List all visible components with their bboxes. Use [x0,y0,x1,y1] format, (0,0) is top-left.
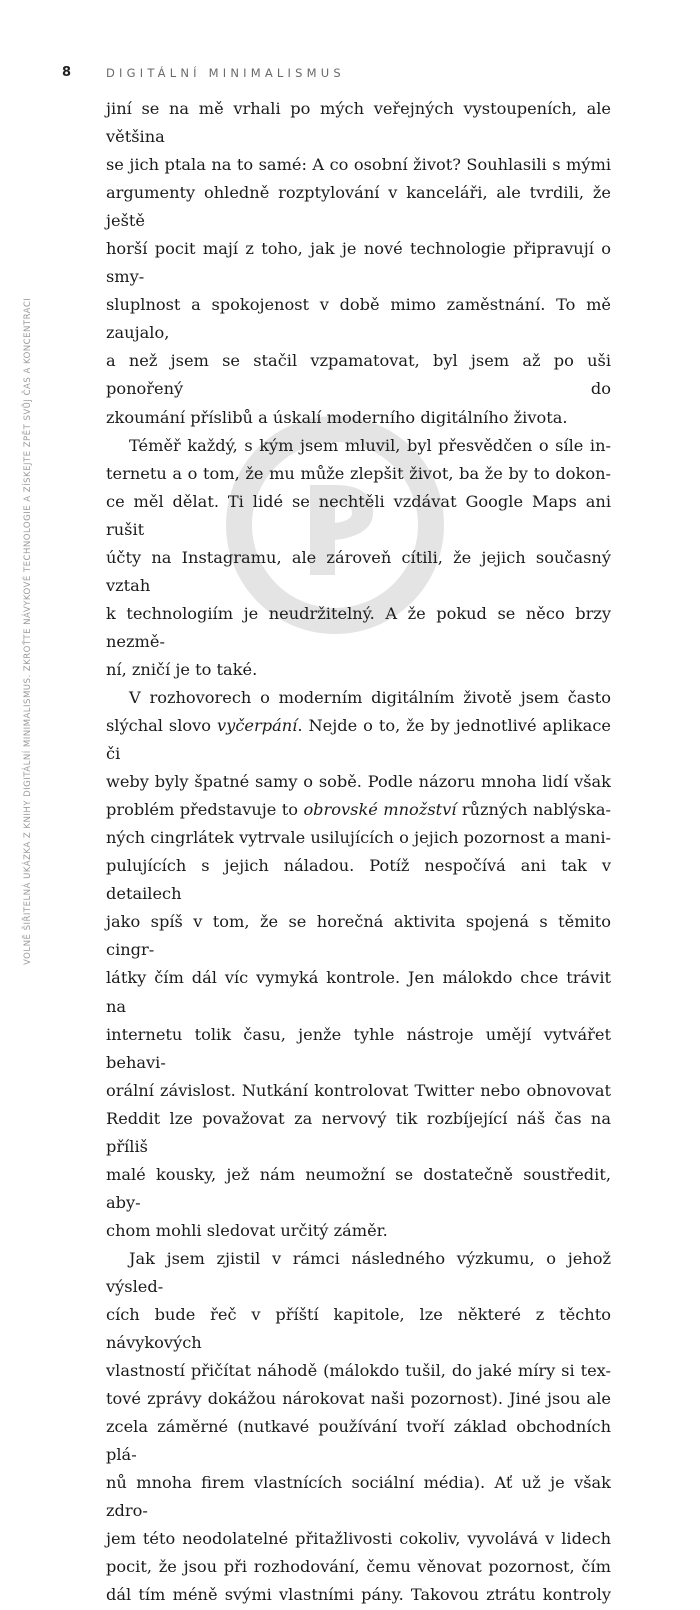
text-line: internetu tolik času, jenže tyhle nástroje umějí vytvářet behavi- [106,1024,611,1072]
text-line: Reddit lze považovat za nervový tik rozbíjející náš čas na příliš [106,1108,611,1156]
text-line: cích bude řeč v příští kapitole, lze některé z těchto návykových [106,1305,611,1353]
text-line: jiní se na mě vrhali po mých veřejných vystoupeních, ale většina [106,99,611,147]
text-line: Jak jsem zjistil v rámci následného výzkumu, o jehož výsled- [106,1248,611,1296]
text-line: Téměř každý, s kým jsem mluvil, byl přesvědčen o síle in- [129,435,611,455]
text-line: nů mnoha firem vlastnících sociální média). Ať už je však zdro- [106,1473,611,1521]
text-line: zcela záměrné (nutkavé používání tvoří základ obchodních plá- [106,1417,611,1465]
text-line: se jich ptala na to samé: A co osobní život? Souhlasili s mými [106,155,611,175]
text-line: látky čím dál víc vymyká kontrole. Jen málokdo chce trávit na [106,968,611,1016]
text-line: sluplnost a spokojenost v době mimo zaměstnání. To mě zaujalo, [106,295,611,343]
text-line: horší pocit mají z toho, jak je nové technologie připravují o smy- [106,239,611,287]
text-line: vlastností přičítat náhodě (málokdo tušil, do jaké míry si tex- [106,1361,611,1381]
text-line: účty na Instagramu, ale zároveň cítili, že jejich současný vztah [106,547,611,595]
text-line: jem této neodolatelné přitažlivosti cokoliv, vyvolává v lidech [106,1529,611,1549]
text-line: V rozhovorech o moderním digitálním životě jsem často [129,687,611,707]
text-line: chom mohli sledovat určitý záměr. [106,1220,388,1240]
text-line: dál tím méně svými vlastními pány. Takovou ztrátu kontroly [106,1585,611,1605]
text-line: pulujících s jejich náladou. Potíž nespočívá ani tak v detailech [106,856,611,904]
text-line: tové zprávy dokážou nárokovat naši pozornost). Jiné jsou ale [106,1389,611,1409]
text-line: orální závislost. Nutkání kontrolovat Twitter nebo obnovovat [106,1080,611,1100]
running-head: DIGITÁLNÍ MINIMALISMUS [106,66,345,80]
page-number: 8 [62,65,72,80]
text-line: slýchal slovo vyčerpání. Nejde o to, že by jednotlivé aplikace či [106,716,611,764]
text-line: jako spíš v tom, že se horečná aktivita spojená s těmito cingr- [106,912,611,960]
text-line: argumenty ohledně rozptylování v kanceláři, ale tvrdili, že ještě [106,183,611,231]
text-line: ných cingrlátek vytrvale usilujících o jejich pozornost a mani- [106,828,611,848]
text-line: a než jsem se stačil vzpamatovat, byl jsem až po uši ponořený do [106,351,611,399]
text-line: malé kousky, jež nám neumožní se dostatečně soustředit, aby- [106,1164,611,1212]
text-line: problém představuje to obrovské množství různých nablýska- [106,800,611,820]
text-line: pocit, že jsou při rozhodování, čemu věnovat pozornost, čím [106,1557,611,1577]
text-line: ternetu a o tom, že mu může zlepšit život, ba že by to dokon- [106,463,611,483]
text-line: k technologiím je neudržitelný. A že pokud se něco brzy nezmě- [106,603,611,651]
text-line: ní, zničí je to také. [106,659,258,679]
text-line: weby byly špatné samy o sobě. Podle názoru mnoha lidí však [106,772,611,792]
text-line: ce měl dělat. Ti lidé se nechtěli vzdávat Google Maps ani rušit [106,491,611,539]
side-note: VOLNĚ ŠIŘITELNÁ UKÁZKA Z KNIHY DIGITÁLNÍ MINIMALISMUS. ZKROŤTE NÁVYKOVÉ TECHNOLOGIE A ZÍSKEJTE ZPĚT SVŮJ ČAS A KONCENTRACI [23,297,33,965]
text-line: zkoumání příslibů a úskalí moderního digitálního života. [106,407,568,427]
body-text [106,95,611,1610]
